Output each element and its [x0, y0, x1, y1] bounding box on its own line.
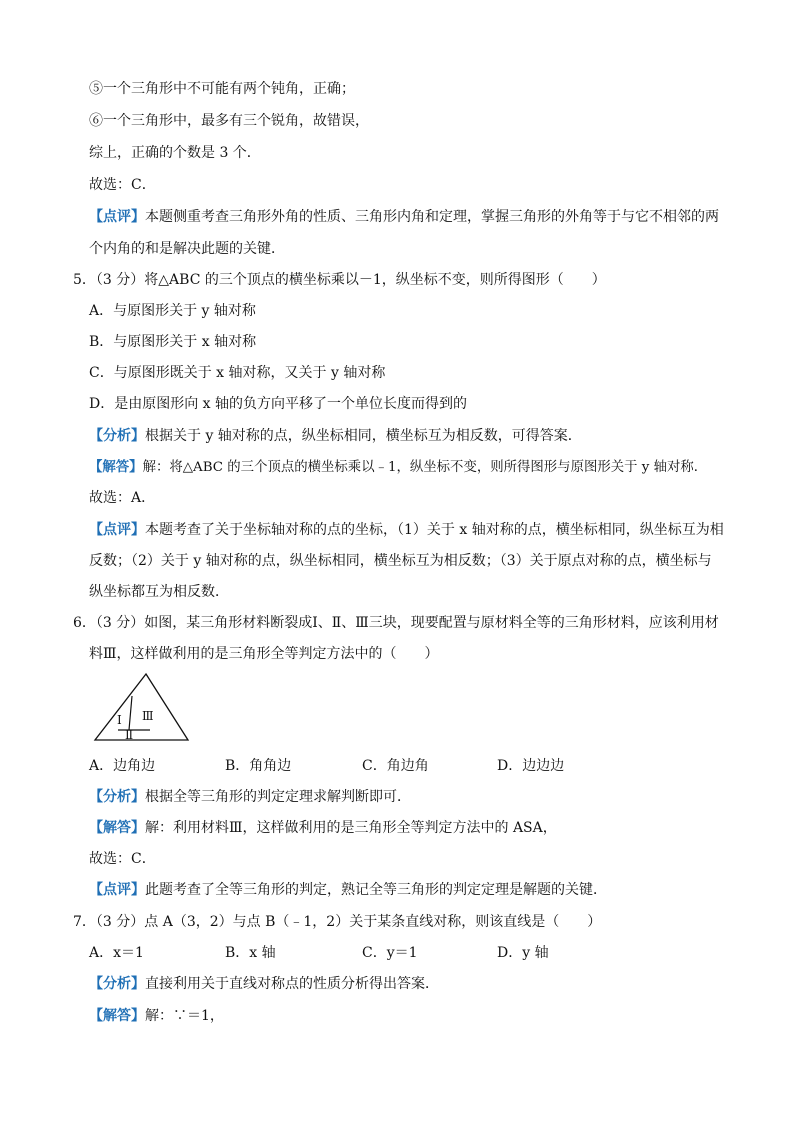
q6-choice: [89, 850, 156, 868]
line-text: 直接利用关于直线对称点的性质分析得出答案．: [145, 976, 439, 992]
line-text: 故选：C．: [89, 177, 156, 193]
line-text: C．与原图形既关于 x 轴对称，又关于 y 轴对称: [89, 365, 386, 381]
line-text: 综上，正确的个数是 3 个．: [89, 145, 261, 161]
line-text: ⑤一个三角形中不可能有两个钝角，正确；: [89, 81, 355, 97]
line-text: 解：将△ABC 的三个顶点的横坐标乘以﹣1，纵坐标不变，则所得图形与原图形关于 y 轴对称．: [142, 460, 708, 475]
q6-answer: [89, 819, 557, 837]
line-text: 反数；（2）关于 y 轴对称的点，纵坐标相同，横坐标互为相反数；（3）关于原点对称的点，横坐标与: [89, 553, 712, 569]
line-1: [89, 80, 355, 98]
q6-comment: [89, 881, 607, 899]
line-text: ⑥一个三角形中，最多有三个锐角，故错误，: [89, 113, 369, 129]
line-text: 解：利用材料Ⅲ，这样做利用的是三角形全等判定方法中的 ASA，: [145, 820, 557, 836]
answer-tag: 【解答】: [89, 820, 145, 836]
q5-comment-1: [89, 521, 724, 539]
analysis-tag: 【分析】: [89, 976, 145, 992]
q7-analysis: [89, 975, 439, 993]
q6-option-b: B．角角边: [225, 758, 292, 774]
line-text: 本题考查了关于坐标轴对称的点的坐标，（1）关于 x 轴对称的点，横坐标相同，纵坐标互为相: [145, 522, 724, 538]
answer-tag: 【解答】: [89, 1008, 145, 1024]
crack-line-1: [129, 696, 132, 730]
line-text: 7．（3 分）点 A（3，2）与点 B（﹣1，2）关于某条直线对称，则该直线是（ ）: [73, 914, 602, 930]
comment-tag: 【点评】: [89, 882, 145, 898]
line-5: [89, 208, 719, 226]
line-text: 解：∵＝1，: [145, 1008, 224, 1024]
answer-tag: 【解答】: [89, 459, 143, 475]
q6-analysis: [89, 788, 411, 806]
q7-option-c: C．y＝1: [362, 945, 418, 961]
line-text: 6．（3 分）如图，某三角形材料断裂成Ⅰ、Ⅱ、Ⅲ三块，现要配置与原材料全等的三角形材料，应该利用材: [73, 615, 719, 631]
q7-option-b: B．x 轴: [225, 945, 276, 961]
line-text: 故选：A．: [89, 490, 156, 506]
q6-option-d: D．边边边: [497, 758, 565, 774]
q5-choice: [89, 489, 155, 507]
broken-triangle-figure: [92, 672, 192, 744]
comment-tag: 【点评】: [89, 209, 145, 225]
line-text: B．与原图形关于 x 轴对称: [89, 334, 257, 350]
q5-option-b: [89, 333, 256, 351]
q5-comment-3: [89, 583, 229, 601]
q5-option-a: [89, 302, 256, 320]
line-6: [89, 240, 285, 258]
line-text: 根据全等三角形的判定定理求解判断即可．: [145, 789, 411, 805]
line-3: [89, 144, 261, 162]
q5-analysis: [89, 427, 582, 445]
q5-comment-2: [89, 552, 712, 570]
question-5: [73, 271, 606, 289]
line-text: 根据关于 y 轴对称的点，纵坐标相同，横坐标互为相反数，可得答案．: [145, 428, 582, 444]
q6-option-c: C．角边角: [362, 758, 429, 774]
piece-label-3: Ⅲ: [142, 709, 154, 723]
q7-option-a: A．x＝1: [89, 945, 144, 961]
line-text: 本题侧重考查三角形外角的性质、三角形内角和定理，掌握三角形的外角等于与它不相邻的两: [145, 209, 719, 225]
q5-answer: [89, 458, 707, 477]
line-text: 故选：C．: [89, 851, 156, 867]
question-7: [73, 913, 601, 931]
line-text: 料Ⅲ，这样做利用的是三角形全等判定方法中的（ ）: [89, 646, 439, 662]
piece-label-2: Ⅱ: [125, 728, 134, 742]
q7-answer: [89, 1007, 224, 1025]
q7-option-d: D．y 轴: [497, 945, 549, 961]
line-text: D．是由原图形向 x 轴的负方向平移了一个单位长度而得到的: [89, 396, 468, 412]
question-6-cont: [89, 645, 439, 663]
line-text: 个内角的和是解决此题的关键．: [89, 241, 285, 257]
line-4: [89, 176, 156, 194]
question-6: [73, 614, 719, 632]
line-text: 5．（3 分）将△ABC 的三个顶点的横坐标乘以－1，纵坐标不变，则所得图形（ ）: [73, 272, 606, 288]
analysis-tag: 【分析】: [89, 789, 145, 805]
q5-option-d: [89, 395, 467, 413]
q6-option-a: A．边角边: [89, 758, 156, 774]
q5-option-c: [89, 364, 385, 382]
analysis-tag: 【分析】: [89, 428, 145, 444]
line-text: 此题考查了全等三角形的判定，熟记全等三角形的判定定理是解题的关键．: [145, 882, 607, 898]
line-text: A．与原图形关于 y 轴对称: [89, 303, 256, 319]
comment-tag: 【点评】: [89, 522, 145, 538]
piece-label-1: Ⅰ: [117, 713, 122, 727]
line-2: [89, 112, 369, 130]
line-text: 纵坐标都互为相反数．: [89, 584, 229, 600]
